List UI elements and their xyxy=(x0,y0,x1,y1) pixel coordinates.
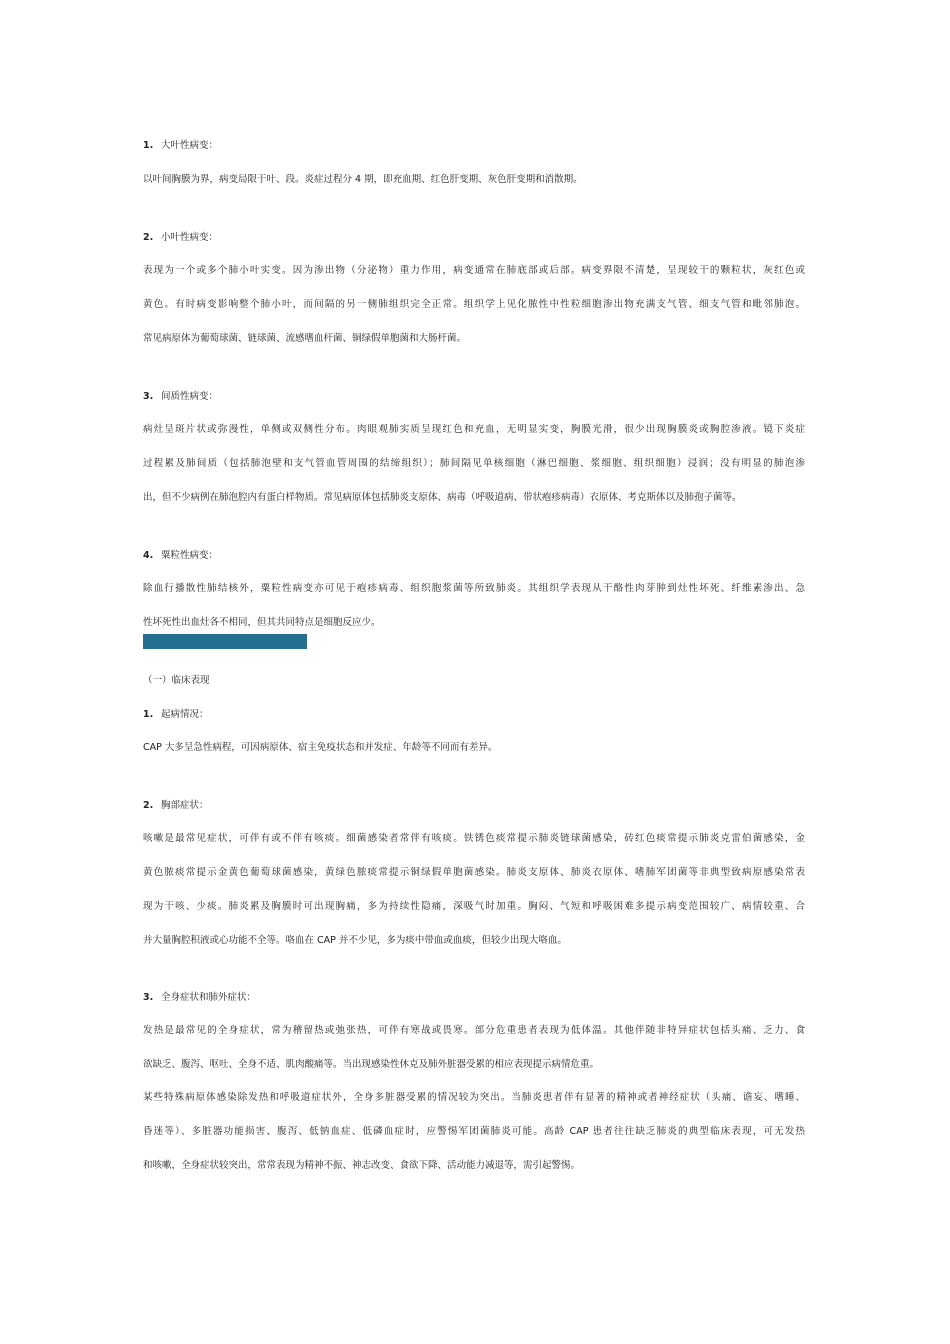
section-title: 胸部症状： xyxy=(161,800,209,811)
section-title: 小叶性病变： xyxy=(161,232,219,243)
paragraph-line: 和咳嗽，全身症状较突出，常常表现为精神不振、神志改变、食欲下降、活动能力减退等，需引起警惕。 xyxy=(143,1160,581,1171)
section-heading-chest xyxy=(143,800,209,812)
paragraph-line: 过程累及肺间质（包括肺泡壁和支气管血管周围的结缔组织）；肺间隔见单核细胞（淋巴细胞、浆细胞、组织细胞）浸润；没有明显的肺泡渗 xyxy=(143,458,805,469)
section-heading-lobular xyxy=(143,232,218,244)
section-title: 粟粒性病变： xyxy=(161,550,219,561)
section-number: 3. xyxy=(143,391,154,402)
paragraph-line: 现为干咳、少痰。肺炎累及胸膜时可出现胸痛，多为持续性隐痛，深吸气时加重。胸闷、气短和呼吸困难多提示病变范围较广、病情较重、合 xyxy=(143,901,805,912)
section-banner xyxy=(143,634,307,649)
section-number: 3. xyxy=(143,992,154,1003)
section-heading-miliary xyxy=(143,550,218,562)
section-title: 全身症状和肺外症状： xyxy=(161,992,257,1003)
paragraph-line: 黄色脓痰常提示金黄色葡萄球菌感染，黄绿色脓痰常提示铜绿假单胞菌感染。肺炎支原体、肺炎衣原体、嗜肺军团菌等非典型致病原感染常表 xyxy=(143,867,805,878)
section-number: 2. xyxy=(143,800,154,811)
section-heading-onset xyxy=(143,709,209,721)
section-title: 间质性病变： xyxy=(161,391,219,402)
section-heading-lobar xyxy=(143,140,218,152)
section-title: 起病情况： xyxy=(161,709,209,720)
paragraph-line: 咳嗽是最常见症状，可伴有或不伴有咳痰。细菌感染者常伴有咳痰。铁锈色痰常提示肺炎链球菌感染，砖红色痰常提示肺炎克雷伯菌感染，金 xyxy=(143,833,805,844)
section-number: 1. xyxy=(143,140,154,151)
section-title: 大叶性病变： xyxy=(161,140,219,151)
clinical-heading: （一）临床表现 xyxy=(143,675,210,686)
paragraph-line: 黄色。有时病变影响整个肺小叶，而间隔的另一侧肺组织完全正常。组织学上见化脓性中性粒细胞渗出物充满支气管、细支气管和毗邻肺泡。 xyxy=(143,299,805,310)
section-number: 2. xyxy=(143,232,154,243)
paragraph-line: 欲缺乏、腹泻、呕吐、全身不适、肌肉酸痛等。当出现感染性休克及肺外脏器受累的相应表现提示病情危重。 xyxy=(143,1059,600,1070)
section-heading-systemic xyxy=(143,992,256,1004)
paragraph-line: 并大量胸腔积液或心功能不全等。咯血在 CAP 并不少见，多为痰中带血或血痰，但较少出现大咯血。 xyxy=(143,935,567,946)
paragraph-line: CAP 大多呈急性病程，可因病原体、宿主免疫状态和并发症、年龄等不同而有差异。 xyxy=(143,742,498,753)
paragraph-line: 某些特殊病原体感染除发热和呼吸道症状外，全身多脏器受累的情况较为突出。当肺炎患者伴有显著的精神或者神经症状（头痛、谵妄、嗜睡、 xyxy=(143,1092,805,1103)
paragraph-line: 常见病原体为葡萄球菌、链球菌、流感嗜血杆菌、铜绿假单胞菌和大肠杆菌。 xyxy=(143,333,467,344)
paragraph-line: 出，但不少病例在肺泡腔内有蛋白样物质。常见病原体包括肺炎支原体、病毒（呼吸道病、带状疱疹病毒）衣原体、考克斯体以及肺孢子菌等。 xyxy=(143,492,742,503)
paragraph-line: 病灶呈斑片状或弥漫性，单侧或双侧性分布。肉眼观肺实质呈现红色和充血，无明显实变，胸膜光滑，很少出现胸膜炎或胸腔渗液。镜下炎症 xyxy=(143,424,805,435)
paragraph-line: 表现为一个或多个肺小叶实变。因为渗出物（分泌物）重力作用，病变通常在肺底部或后部。病变界限不清楚，呈现较干的颗粒状，灰红色或 xyxy=(143,265,805,276)
paragraph-line: 发热是最常见的全身症状，常为稽留热或弛张热，可伴有寒战或畏寒。部分危重患者表现为低体温。其他伴随非特异症状包括头痛、乏力、食 xyxy=(143,1025,805,1036)
paragraph-line: 除血行播散性肺结核外，粟粒性病变亦可见于疱疹病毒、组织胞浆菌等所致肺炎。其组织学表现从干酪性肉芽肿到灶性坏死、纤维素渗出、急 xyxy=(143,583,805,594)
paragraph-line: 以叶间胸膜为界，病变局限于叶、段。炎症过程分 4 期，即充血期、红色肝变期、灰色肝变期和消散期。 xyxy=(143,174,583,185)
section-heading-interstitial xyxy=(143,391,218,403)
section-number: 4. xyxy=(143,550,154,561)
paragraph-line: 性坏死性出血灶各不相同，但其共同特点是细胞反应少。 xyxy=(143,617,381,628)
paragraph-line: 昏迷等）、多脏器功能损害、腹泻、低钠血症、低磷血症时，应警惕军团菌肺炎可能。高龄 CAP 患者往往缺乏肺炎的典型临床表现，可无发热 xyxy=(143,1126,805,1137)
section-number: 1. xyxy=(143,709,154,720)
